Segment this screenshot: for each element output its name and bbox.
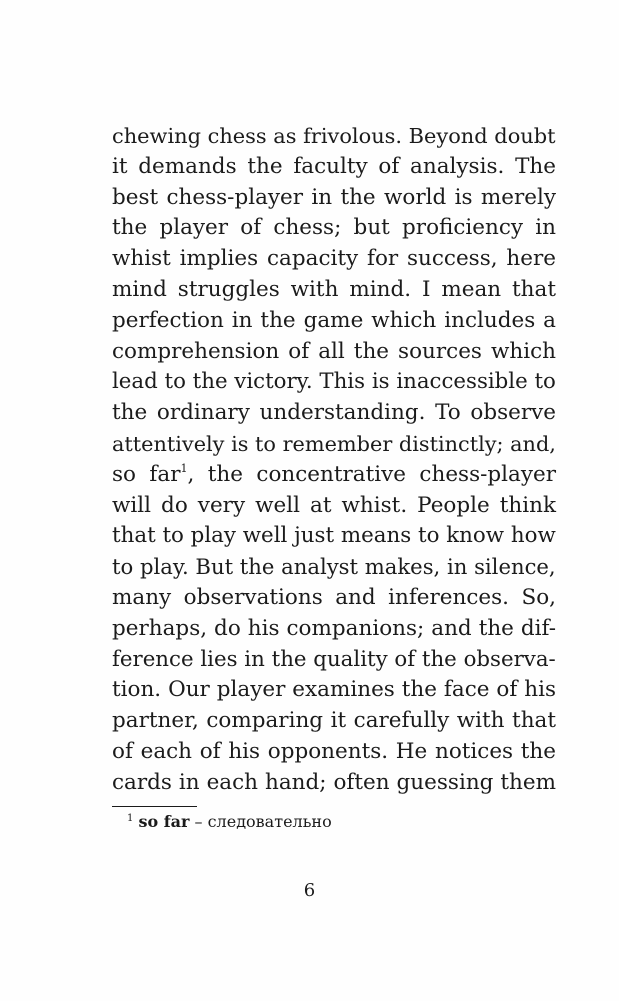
text-line: the player of chess; but proficiency in [112, 215, 556, 241]
text-line: to play. But the analyst makes, in silence, [112, 554, 556, 580]
text-line: best chess-player in the world is merely [112, 184, 556, 210]
text-line: mind struggles with mind. I mean that [112, 276, 556, 302]
text-line: that to play well just means to know how [112, 523, 556, 549]
text-line: cards in each hand; often guessing them [112, 769, 556, 795]
footnote [127, 811, 332, 833]
text-line: it demands the faculty of analysis. The [112, 153, 556, 179]
text-line: chewing chess as frivolous. Beyond doubt [112, 124, 556, 148]
text-line: the ordinary understanding. To observe [112, 400, 556, 426]
text-line: ference lies in the quality of the observa- [112, 646, 556, 672]
text-line: will do very well at whist. People think [112, 492, 556, 518]
text-line: perhaps, do his companions; and the dif- [112, 615, 556, 641]
footnote-ref-marker[interactable]: 1 [180, 461, 188, 475]
text-line: perfection in the game which includes a [112, 307, 556, 333]
page-body-text [112, 121, 556, 799]
footnote-translation: следовательно [207, 812, 332, 831]
text-line: of each of his opponents. He notices the [112, 738, 556, 764]
footnote-dash: – [194, 812, 203, 831]
text-line-with-footnote-ref [112, 460, 556, 491]
text-line: attentively is to remember distinctly; and, [112, 431, 556, 456]
footnote-term: so far [138, 812, 190, 831]
text-line: many observations and inferences. So, [112, 584, 556, 610]
text-line: partner, comparing it carefully with that [112, 708, 556, 734]
text-line: whist implies capacity for success, here [112, 246, 556, 272]
text-line: tion. Our player examines the face of his [112, 677, 556, 703]
page-number: 6 [303, 880, 316, 901]
footnote-ref-phrase: so far [112, 461, 181, 487]
text-line: comprehension of all the sources which [112, 338, 556, 364]
text-line: lead to the victory. This is inaccessible to [112, 369, 556, 395]
text-line-rest: , the concentrative chess-player [187, 461, 556, 487]
footnote-divider [112, 806, 197, 807]
footnote-marker: 1 [127, 813, 134, 824]
